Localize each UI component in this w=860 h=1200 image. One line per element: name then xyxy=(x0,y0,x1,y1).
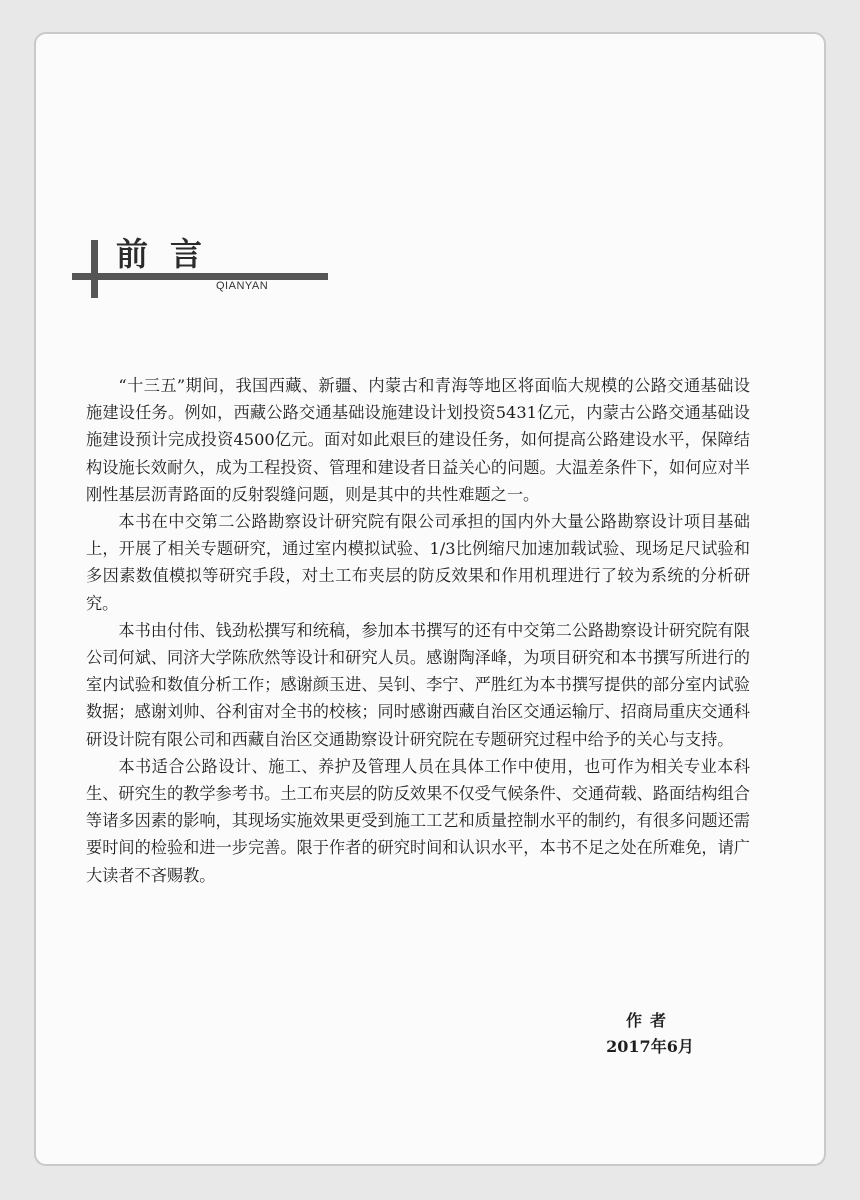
paragraph: 本书由付伟、钱劲松撰写和统稿，参加本书撰写的还有中交第二公路勘察设计研究院有限公司何斌、同济大学陈欣然等设计和研究人员。感谢陶泽峰，为项目研究和本书撰写所进行的室内试验和数值分析工作；感谢颜玉进、吴钊、李宁、严胜红为本书撰写提供的部分室内试验数据；感谢刘帅、谷利宙对全书的校核；同时感谢西藏自治区交通运输厅、招商局重庆交通科研设计院有限公司和西藏自治区交通勘察设计研究院在专题研究过程中给予的关心与支持。 xyxy=(86,620,750,749)
paragraph: “十三五”期间，我国西藏、新疆、内蒙古和青海等地区将面临大规模的公路交通基础设施建设任务。例如，西藏公路交通基础设施建设计划投资5431亿元，内蒙古公路交通基础设施建设预计完成投资4500亿元。面对如此艰巨的建设任务，如何提高公路建设水平，保障结构设施长效耐久，成为工程投资、管理和建设者日益关心的问题。大温差条件下，如何应对半刚性基层沥青路面的反射裂缝问题，则是其中的共性难题之一。 xyxy=(86,376,750,504)
paragraph: 本书适合公路设计、施工、养护及管理人员在具体工作中使用，也可作为相关专业本科生、研究生的教学参考书。土工布夹层的防反效果不仅受气候条件、交通荷载、路面结构组合等诸多因素的影响，其现场实施效果更受到施工工艺和质量控制水平的制约，有很多问题还需要时间的检验和进一步完善。限于作者的研究时间和认识水平，本书不足之处在所难免，请广大读者不吝赐教。 xyxy=(86,756,750,885)
signature-block xyxy=(590,1008,710,1060)
heading-vertical-bar xyxy=(91,240,98,298)
heading-horizontal-bar xyxy=(72,273,328,280)
chapter-heading xyxy=(66,235,336,300)
preface-body xyxy=(86,372,750,889)
paragraph: 本书在中交第二公路勘察设计研究院有限公司承担的国内外大量公路勘察设计项目基础上，开展了相关专题研究，通过室内模拟试验、1/3比例缩尺加速加载试验、现场足尺试验和多因素数值模拟等研究手段，对土工布夹层的防反效果和作用机理进行了较为系统的分析研究。 xyxy=(86,512,750,613)
title-pinyin: QIANYAN xyxy=(216,280,269,292)
signature-date: 2017年6月 xyxy=(606,1037,694,1056)
page-title: 前言 xyxy=(116,235,225,273)
signature-author: 作者 xyxy=(625,1011,674,1030)
